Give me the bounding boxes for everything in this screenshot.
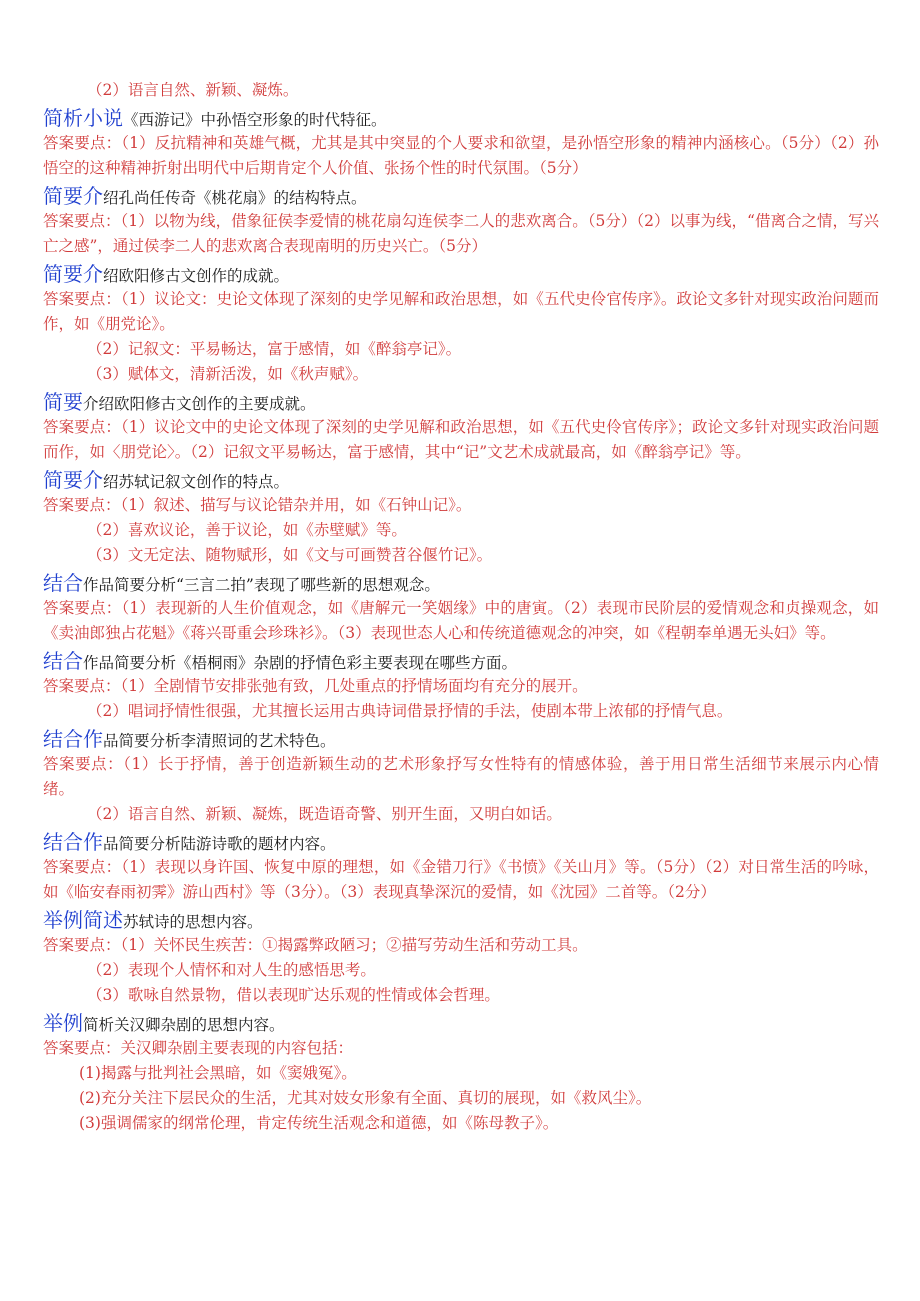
- question-item: [43, 1010, 879, 1036]
- answer-text: 答案要点：（1）议论文：史论文体现了深刻的史学见解和政治思想，如《五代史伶官传序》。政论文多针对现实政治问题而作，如《朋党论》。: [43, 290, 879, 333]
- question-text: 《西游记》中孙悟空形象的时代特征。: [123, 111, 387, 129]
- answer-subpoint: （3）歌咏自然景物，借以表现旷达乐观的性情或体会哲理。: [87, 986, 500, 1004]
- question-text: 介绍欧阳修古文创作的主要成就。: [83, 395, 316, 413]
- answer-text: 答案要点：（1）反抗精神和英雄气概，尤其是其中突显的个人要求和欲望，是孙悟空形象的精神内涵核心。（5分）（2）孙悟空的这种精神折射出明代中后期肯定个人价值、张扬个性的时代氛围。（5分）: [43, 134, 879, 177]
- question-item: [43, 570, 879, 596]
- question-keyword: 简要介: [43, 184, 103, 208]
- answer-text: 答案要点：（1）长于抒情，善于创造新颖生动的艺术形象抒写女性特有的情感体验，善于用日常生活细节来展示内心情绪。: [43, 755, 879, 798]
- question-keyword: 简析小说: [43, 106, 123, 130]
- question-item: [43, 907, 879, 933]
- answer-text: 答案要点：（1）表现新的人生价值观念，如《唐解元一笑姻缘》中的唐寅。（2）表现市民阶层的爱情观念和贞操观念，如《卖油郎独占花魁》《蒋兴哥重会珍珠衫》。（3）表现世态人心和传统道德观念的冲突，如《程朝奉单遇无头妇》等。: [43, 599, 879, 642]
- question-text: 作品简要分析“三言二拍”表现了哪些新的思想观念。: [83, 576, 440, 594]
- question-keyword: 结合作: [43, 830, 103, 854]
- answer-subpoint: （3）赋体文，清新活泼，如《秋声赋》。: [87, 365, 369, 383]
- answer-subpoint: (3)强调儒家的纲常伦理，肯定传统生活观念和道德，如《陈母教子》。: [79, 1114, 559, 1132]
- question-text: 品简要分析李清照词的艺术特色。: [103, 732, 336, 750]
- answer-subpoint: （2）记叙文：平易畅达，富于感情，如《醉翁亭记》。: [87, 340, 462, 358]
- answer-subpoint: （2）喜欢议论，善于议论，如《赤壁赋》等。: [87, 521, 407, 539]
- question-text: 苏轼诗的思想内容。: [123, 913, 263, 931]
- question-keyword: 简要介: [43, 262, 103, 286]
- question-text: 简析关汉卿杂剧的思想内容。: [83, 1016, 285, 1034]
- answer-text: 答案要点：（1）表现以身许国、恢复中原的理想，如《金错刀行》《书愤》《关山月》等。（5分）（2）对日常生活的吟咏，如《临安春雨初霁》游山西村》等（3分）。（3）表现真挚深沉的爱情，如《沈园》二首等。（2分）: [43, 858, 879, 901]
- question-keyword: 举例简述: [43, 908, 123, 932]
- question-item: [43, 389, 879, 415]
- answer-subpoint: （2）唱词抒情性很强，尤其擅长运用古典诗词借景抒情的手法，使剧本带上浓郁的抒情气息。: [87, 702, 733, 720]
- question-keyword: 举例: [43, 1011, 83, 1035]
- answer-text: 答案要点：（1）叙述、描写与议论错杂并用，如《石钟山记》。: [43, 496, 472, 514]
- answer-subpoint: （3）文无定法、随物赋形，如《文与可画赞苕谷偃竹记》。: [87, 546, 493, 564]
- question-keyword: 结合: [43, 649, 83, 673]
- answer-text: 答案要点：关汉卿杂剧主要表现的内容包括：: [43, 1039, 354, 1057]
- answer-text: 答案要点：（1）以物为线，借象征侯李爱情的桃花扇勾连侯李二人的悲欢离合。（5分）（2）以事为线，“借离合之情，写兴亡之感”，通过侯李二人的悲欢离合表现南明的历史兴亡。（5分）: [43, 212, 879, 255]
- question-text: 绍孔尚任传奇《桃花扇》的结构特点。: [103, 189, 367, 207]
- question-text: 品简要分析陆游诗歌的题材内容。: [103, 835, 336, 853]
- question-text: 作品简要分析《梧桐雨》杂剧的抒情色彩主要表现在哪些方面。: [83, 654, 518, 672]
- question-item: [43, 261, 879, 287]
- question-item: [43, 105, 879, 131]
- question-keyword: 简要介: [43, 468, 103, 492]
- top-line: （2）语言自然、新颖、凝炼。: [87, 81, 299, 99]
- question-text: 绍欧阳修古文创作的成就。: [103, 267, 290, 285]
- answer-subpoint: (1)揭露与批判社会黑暗，如《窦娥冤》。: [79, 1064, 357, 1082]
- question-keyword: 结合: [43, 571, 83, 595]
- question-item: [43, 183, 879, 209]
- answer-subpoint: （2）语言自然、新颖、凝炼，既造语奇警、别开生面，又明白如话。: [87, 805, 562, 823]
- answer-text: 答案要点：（1）关怀民生疾苦：①揭露弊政陋习；②描写劳动生活和劳动工具。: [43, 936, 588, 954]
- question-keyword: 简要: [43, 390, 83, 414]
- answer-subpoint: （2）表现个人情怀和对人生的感悟思考。: [87, 961, 376, 979]
- answer-subpoint: (2)充分关注下层民众的生活，尤其对妓女形象有全面、真切的展现，如《救风尘》。: [79, 1089, 652, 1107]
- question-item: [43, 648, 879, 674]
- document-page: [43, 78, 879, 1136]
- question-item: [43, 829, 879, 855]
- question-item: [43, 467, 879, 493]
- answer-text: 答案要点：（1）全剧情节安排张弛有致，几处重点的抒情场面均有充分的展开。: [43, 677, 588, 695]
- question-item: [43, 726, 879, 752]
- question-text: 绍苏轼记叙文创作的特点。: [103, 473, 290, 491]
- answer-text: 答案要点：（1）议论文中的史论文体现了深刻的史学见解和政治思想，如《五代史伶官传序》；政论文多针对现实政治问题而作，如〈朋党论〉。（2）记叙文平易畅达，富于感情，其中“记”文艺术成就最高，如《醉翁亭记》等。: [43, 418, 879, 461]
- question-keyword: 结合作: [43, 727, 103, 751]
